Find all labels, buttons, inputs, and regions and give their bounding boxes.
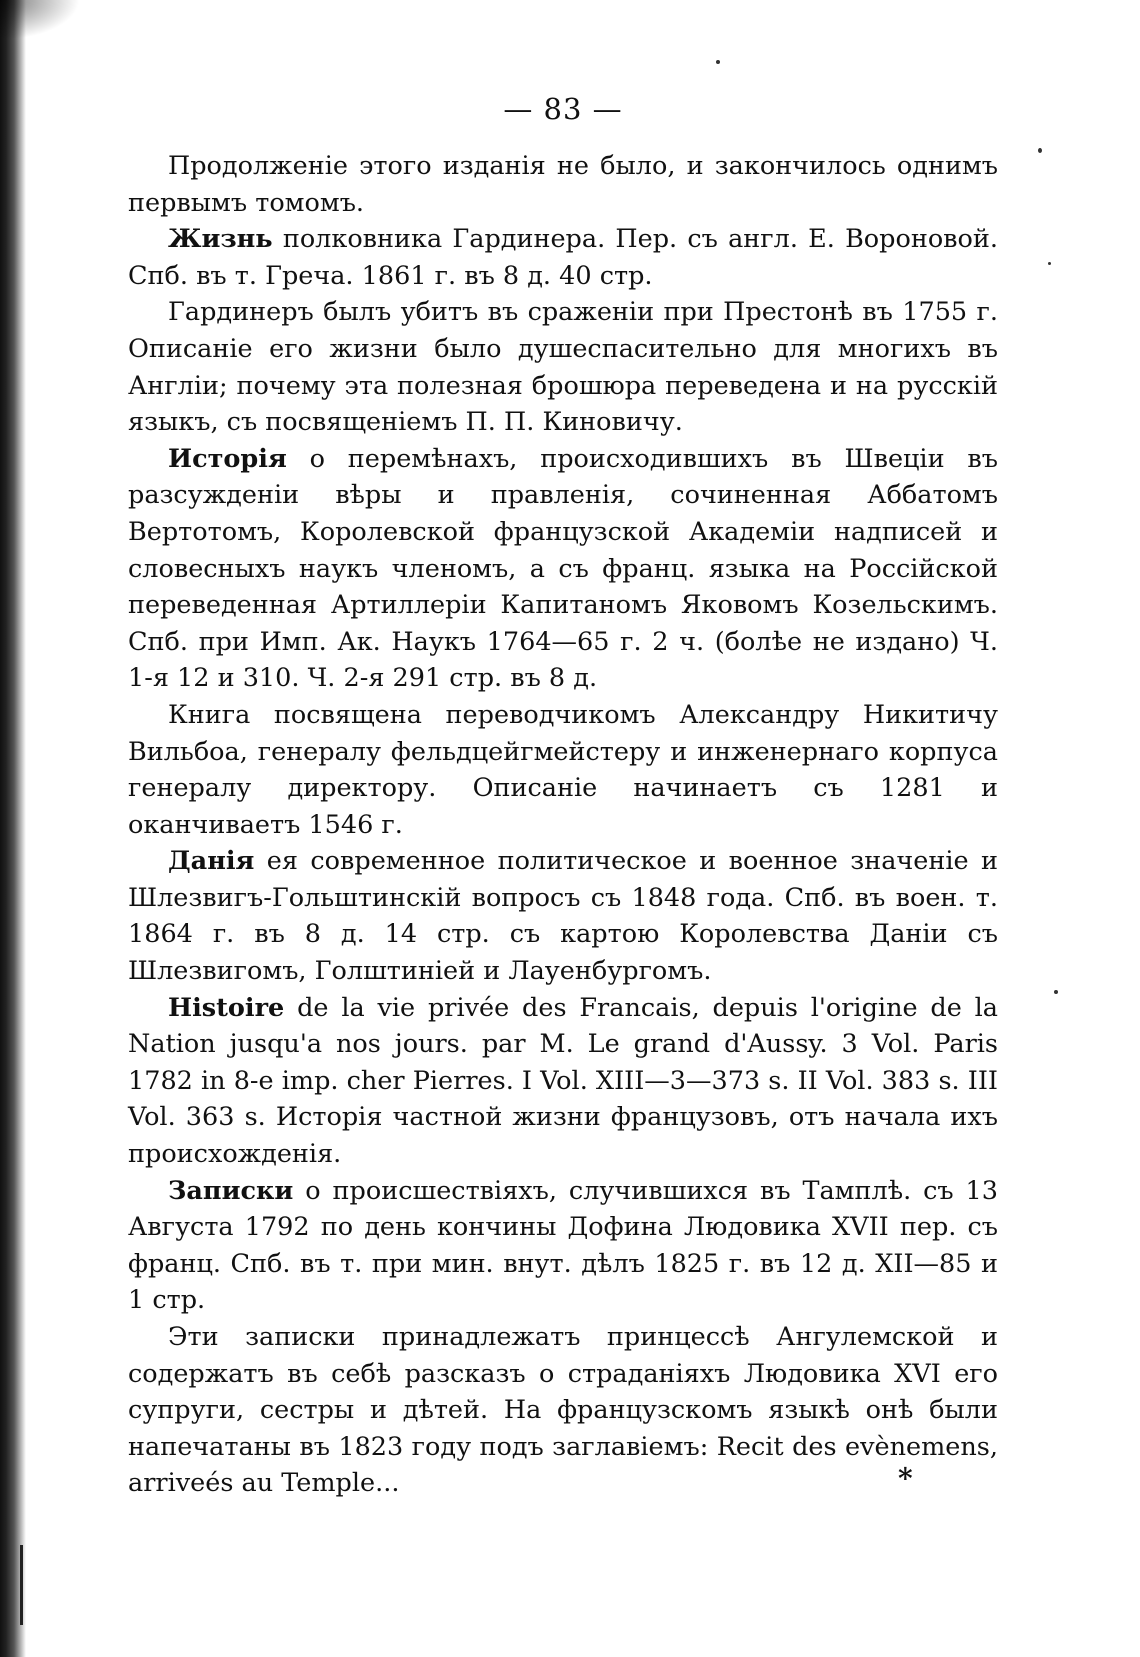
scan-dark-edge (0, 0, 26, 1657)
paragraph-6-text: ея современное политическое и военное значеніе и Шлезвигъ-Гольштинскій вопросъ съ 1848 года. Спб. въ воен. т. 1864 г. въ 8 д. 14 стр. съ картою Королевства Даніи съ Шлезвигомъ, Голштиніей и Лауенбургомъ. (128, 846, 998, 987)
scan-corner-shadow (0, 0, 80, 40)
paragraph-1-text: Продолженіе этого изданія не было, и закончилось однимъ первымъ томомъ. (128, 151, 998, 218)
paragraph-7-lead: Histoire (168, 992, 285, 1023)
paragraph-2-text: полковника Гардинера. Пер. съ англ. Е. Вороновой. Спб. въ т. Греча. 1861 г. въ 8 д. 40 стр. (128, 224, 998, 291)
page-number: — 83 — (503, 92, 623, 126)
paragraph-1 (128, 148, 998, 221)
paragraph-6 (128, 843, 998, 989)
paragraph-4 (128, 441, 998, 697)
scan-margin-mark (20, 1545, 23, 1625)
paragraph-6-lead: Данія (168, 846, 255, 877)
footer-asterisk: * (898, 1462, 913, 1495)
paragraph-3 (128, 294, 998, 440)
paragraph-5 (128, 697, 998, 843)
print-speck (1054, 990, 1058, 994)
paragraph-9-text: Эти записки принадлежатъ принцессѣ Ангулемской и содержатъ въ себѣ разсказъ о страданіяхъ Людовика XVI его супруги, сестры и дѣтей. На французскомъ языкѣ онѣ были напечатаны въ 1823 году подъ заглавіемъ: Recit des evènemens, arriveés au Temple... (128, 1322, 998, 1499)
paragraph-4-lead: Исторія (168, 443, 287, 474)
document-page (128, 92, 998, 1502)
paragraph-2-lead: Жизнь (168, 224, 273, 255)
print-speck (1048, 262, 1051, 265)
print-speck (1038, 148, 1042, 153)
paragraph-3-text: Гардинеръ былъ убитъ въ сраженіи при Престонѣ въ 1755 г. Описаніе его жизни было душеспасительно для многихъ въ Англіи; почему эта полезная брошюра переведена и на русскій языкъ, съ посвященіемъ П. П. Киновичу. (128, 297, 998, 438)
paragraph-4-text: о перемѣнахъ, происходившихъ въ Швеціи въ разсужденіи вѣры и правленія, сочиненная Аббатомъ Вертотомъ, Королевской французской Академіи надписей и словесныхъ наукъ членомъ, а съ франц. языка на Россійской переведенная Артиллеріи Капитаномъ Яковомъ Козельскимъ. Спб. при Имп. Ак. Наукъ 1764—65 г. 2 ч. (болѣе не издано) Ч. 1-я 12 и 310. Ч. 2-я 291 стр. въ 8 д. (128, 443, 998, 694)
paragraph-5-text: Книга посвящена переводчикомъ Александру Никитичу Вильбоа, генералу фельдцейгмейстеру и инженернаго корпуса генералу директору. Описаніе начинаетъ съ 1281 и оканчиваетъ 1546 г. (128, 699, 998, 840)
paragraph-2 (128, 221, 998, 294)
paragraph-8-lead: Записки (168, 1175, 294, 1206)
paragraph-7-text: de la vie privée des Francais, depuis l'origine de la Nation jusqu'a nos jours. par M. Le grand d'Aussy. 3 Vol. Paris 1782 in 8-e imp. cher Pierres. I Vol. XIII—3—373 s. II Vol. 383 s. III Vol. 363 s. Исторія частной жизни французовъ, отъ начала ихъ происхожденія. (128, 992, 998, 1170)
print-speck (716, 60, 720, 64)
paragraph-8 (128, 1173, 998, 1319)
paragraph-7 (128, 990, 998, 1173)
paragraph-9 (128, 1319, 998, 1502)
paragraph-8-text: о происшествіяхъ, случившихся въ Тамплѣ. съ 13 Августа 1792 по день кончины Дофина Людовика XVII пер. съ франц. Спб. въ т. при мин. внут. дѣлъ 1825 г. въ 12 д. XII—85 и 1 стр. (128, 1175, 998, 1316)
